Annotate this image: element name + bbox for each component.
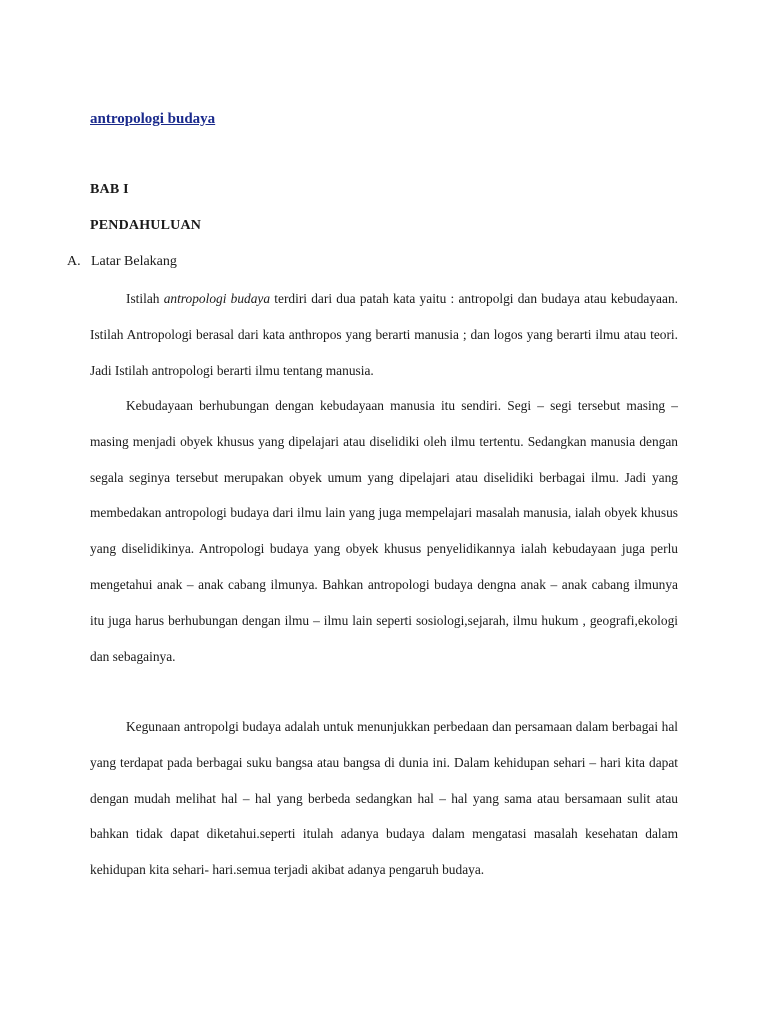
chapter-label: BAB I (90, 182, 129, 197)
paragraph-1-lead: Istilah (126, 291, 164, 306)
paragraph-2: Kebudayaan berhubungan dengan kebudayaan manusia itu sendiri. Segi – segi tersebut masing – masing menjadi obyek khusus yang dipelajari atau diselidiki oleh ilmu tertentu. Sedangkan manusia dengan segala seginya tersebut merupakan obyek umum yang dipelajari atau diselidiki berbagai ilmu. Jadi yang membedakan antropologi budaya dari ilmu lain yang juga mempelajari masalah manusia, ialah obyek khusus yang diselidikinya. Antropologi budaya yang obyek khusus penyelidikannya ialah kebudayaan juga perlu mengetahui anak – anak cabang ilmunya. Bahkan antropologi budaya dengna anak – anak cabang ilmunya itu juga harus berhubungan dengan ilmu – ilmu lain seperti sosiologi,sejarah, ilmu hukum , geografi,ekologi dan sebagainya. (90, 398, 678, 664)
paragraph-3: Kegunaan antropolgi budaya adalah untuk menunjukkan perbedaan dan persamaan dalam berbagai hal yang terdapat pada berbagai suku bangsa atau bangsa di dunia ini. Dalam kehidupan sehari – hari kita dapat dengan mudah melihat hal – hal yang berbeda sedangkan hal – hal yang sama atau bersamaan sulit atau bahkan tidak dapat diketahui.seperti itulah adanya budaya dalam mengatasi masalah kesehatan dalam kehidupan kita sehari- hari.semua terjadi akibat adanya pengaruh budaya. (90, 719, 678, 878)
chapter-title: PENDAHULUAN (90, 218, 202, 233)
section-title: Latar Belakang (91, 254, 177, 269)
paragraph-1-emphasis: antropologi budaya (163, 291, 271, 306)
paragraph-1-rest: terdiri dari dua patah kata yaitu : antropolgi dan budaya atau kebudayaan. Istilah Antropologi berasal dari kata anthropos yang berarti manusia ; dan logos yang berarti ilmu atau teori. Jadi Istilah antropologi berarti ilmu tentang manusia. (90, 291, 678, 378)
section-heading (67, 254, 177, 270)
section-marker: A. (67, 254, 81, 269)
paragraph-1 (90, 281, 678, 388)
title-link[interactable]: antropologi budaya (90, 111, 216, 127)
